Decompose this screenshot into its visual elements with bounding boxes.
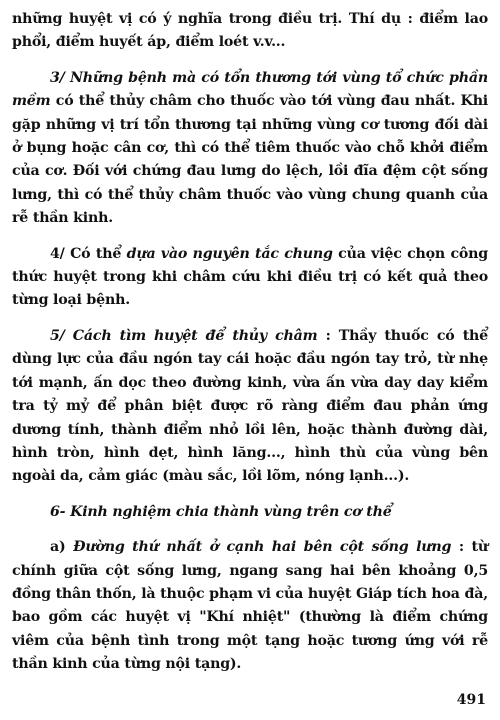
item-4-body: của việc chọn công thức huyệt trong khi châm cứu khi điều trị có kết quả theo từng loại bệnh. bbox=[12, 245, 488, 309]
paragraph-item-6a bbox=[12, 536, 488, 676]
item-6a-lead: a) bbox=[50, 539, 74, 556]
item-3-heading: 3/ Những bệnh mà có tổn thương tới vùng tổ chức phần mềm bbox=[12, 69, 488, 110]
paragraph-item-3 bbox=[12, 67, 488, 231]
paragraph-item-5 bbox=[12, 325, 488, 489]
page-number: 491 bbox=[456, 692, 486, 708]
paragraph-item-4 bbox=[12, 243, 488, 313]
item-6a-heading: Đường thứ nhất ở cạnh hai bên cột sống lưng bbox=[73, 539, 452, 556]
item-3-body: có thể thủy châm cho thuốc vào tới vùng đau nhất. Khi gặp những vị trí tổn thương tại những vùng cơ tương đối dài ở bụng hoặc cân cơ, thì có thể tiêm thuốc vào chỗ khởi điểm của cơ. Đối với chứng đau lưng do lệch, lồi đĩa đệm cột sống lưng, thì có thể thủy châm thuốc vào vùng chung quanh của rễ thần kinh. bbox=[12, 93, 488, 227]
item-5-body: : Thầy thuốc có thể dùng lực của đầu ngón tay cái hoặc đầu ngón tay trỏ, từ nhẹ tới mạnh, ấn dọc theo đường kinh, vừa ấn vừa day day kiểm tra tỷ mỷ để phân biệt được rõ ràng điểm đau phản ứng dương tính, thành điểm nhỏ lồi lên, hoặc thành đường dài, hình tròn, hình dẹt, hình lăng..., hình thù của vùng bên ngoài da, cảm giác (màu sắc, lồi lõm, nóng lạnh...). bbox=[12, 327, 488, 485]
item-5-heading: 5/ Cách tìm huyệt để thủy châm bbox=[50, 327, 318, 344]
item-6a-body: : từ chính giữa cột sống lưng, ngang sang hai bên khoảng 0,5 đồng thân thốn, là thuộc phạm vi của huyệt Giáp tích hoa đà, bao gồm các huyệt vị "Khí nhiệt" (thường là điểm chứng viêm của bệnh tình trong một tạng hoặc tương ứng với rễ thần kinh của từng nội tạng). bbox=[12, 539, 489, 673]
paragraph-intro-text: những huyệt vị có ý nghĩa trong điều trị. Thí dụ : điểm lao phổi, điểm huyết áp, điểm loét v.v... bbox=[12, 11, 488, 51]
item-4-lead: 4/ Có thể bbox=[50, 245, 127, 262]
paragraph-intro bbox=[12, 8, 488, 55]
item-4-emphasis: dựa vào nguyên tắc chung bbox=[126, 245, 333, 262]
item-6-heading: 6- Kinh nghiệm chia thành vùng trên cơ thể bbox=[50, 503, 392, 520]
section-heading-6 bbox=[12, 501, 488, 524]
document-page bbox=[12, 8, 488, 689]
